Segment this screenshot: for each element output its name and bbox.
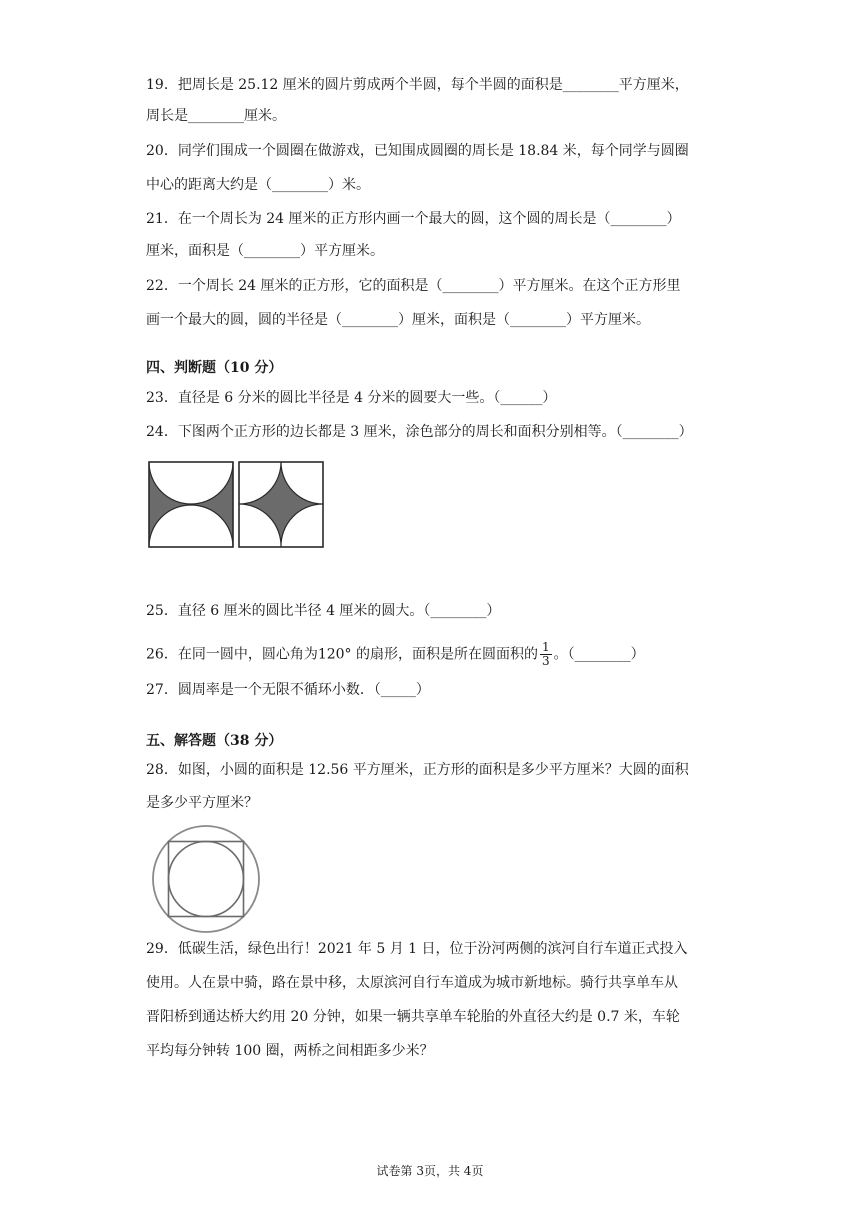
q21-line1: 21．在一个周长为 24 厘米的正方形内画一个最大的圆，这个圆的周长是（________）	[146, 211, 681, 227]
q25-text: 25．直径 6 厘米的圆比半径 4 厘米的圆大。（________）	[146, 603, 501, 619]
q21-line2: 厘米，面积是（________）平方厘米。	[146, 243, 384, 259]
section-5-heading: 五、解答题（38 分）	[146, 733, 283, 749]
q28-small-circle	[169, 842, 244, 917]
page-footer: 试卷第 3页，共 4页	[376, 1164, 484, 1178]
q22-line2: 画一个最大的圆，圆的半径是（________）厘米，面积是（________）平方厘米。	[146, 312, 650, 328]
q20-line1: 20．同学们围成一个圆圈在做游戏，已知围成圆圈的周长是 18.84 米，每个同学与圆圈	[146, 143, 689, 159]
q29-line1: 29．低碳生活，绿色出行！2021 年 5 月 1 日，位于汾河两侧的滨河自行车道正式投入	[146, 941, 688, 957]
q24-text: 24．下图两个正方形的边长都是 3 厘米，涂色部分的周长和面积分别相等。（________）	[146, 424, 693, 440]
q26-fraction-numerator: 1	[542, 640, 550, 654]
q24-square-right	[239, 462, 323, 547]
q22-line1: 22．一个周长 24 厘米的正方形，它的面积是（________）平方厘米。在这个正方形里	[146, 278, 681, 294]
q20-line2: 中心的距离大约是（________）米。	[146, 177, 370, 193]
q26-fraction-denominator: 3	[542, 654, 550, 668]
q26-line	[146, 641, 645, 668]
q19-line2: 周长是________厘米。	[146, 108, 286, 124]
q26-text-before: 26．在同一圆中，圆心角为120° 的扇形，面积是所在圆面积的	[146, 646, 538, 663]
q23-text: 23．直径是 6 分米的圆比半径是 4 分米的圆要大一些。（______）	[146, 390, 557, 406]
q27-text: 27．圆周率是一个无限不循环小数．（_____）	[146, 682, 430, 698]
q29-line2: 使用。人在景中骑，路在景中移，太原滨河自行车道成为城市新地标。骑行共享单车从	[146, 975, 678, 991]
q28-line1: 28．如图，小圆的面积是 12.56 平方厘米，正方形的面积是多少平方厘米？大圆的面积	[146, 762, 689, 778]
q19-line1: 19．把周长是 25.12 厘米的圆片剪成两个半圆，每个半圆的面积是________平方厘米，	[146, 77, 689, 93]
q28-line2: 是多少平方厘米？	[146, 795, 258, 811]
section-4-heading: 四、判断题（10 分）	[146, 360, 283, 376]
q24-square-left	[149, 462, 233, 547]
q29-line4: 平均每分钟转 100 圈，两桥之间相距多少米？	[146, 1043, 434, 1059]
q24-figure	[146, 459, 326, 549]
q26-fraction	[540, 641, 552, 668]
q26-text-after: 。（________）	[553, 646, 645, 663]
q28-figure	[146, 824, 266, 934]
q29-line3: 晋阳桥到通达桥大约用 20 分钟，如果一辆共享单车轮胎的外直径大约是 0.7 米，车轮	[146, 1009, 680, 1025]
